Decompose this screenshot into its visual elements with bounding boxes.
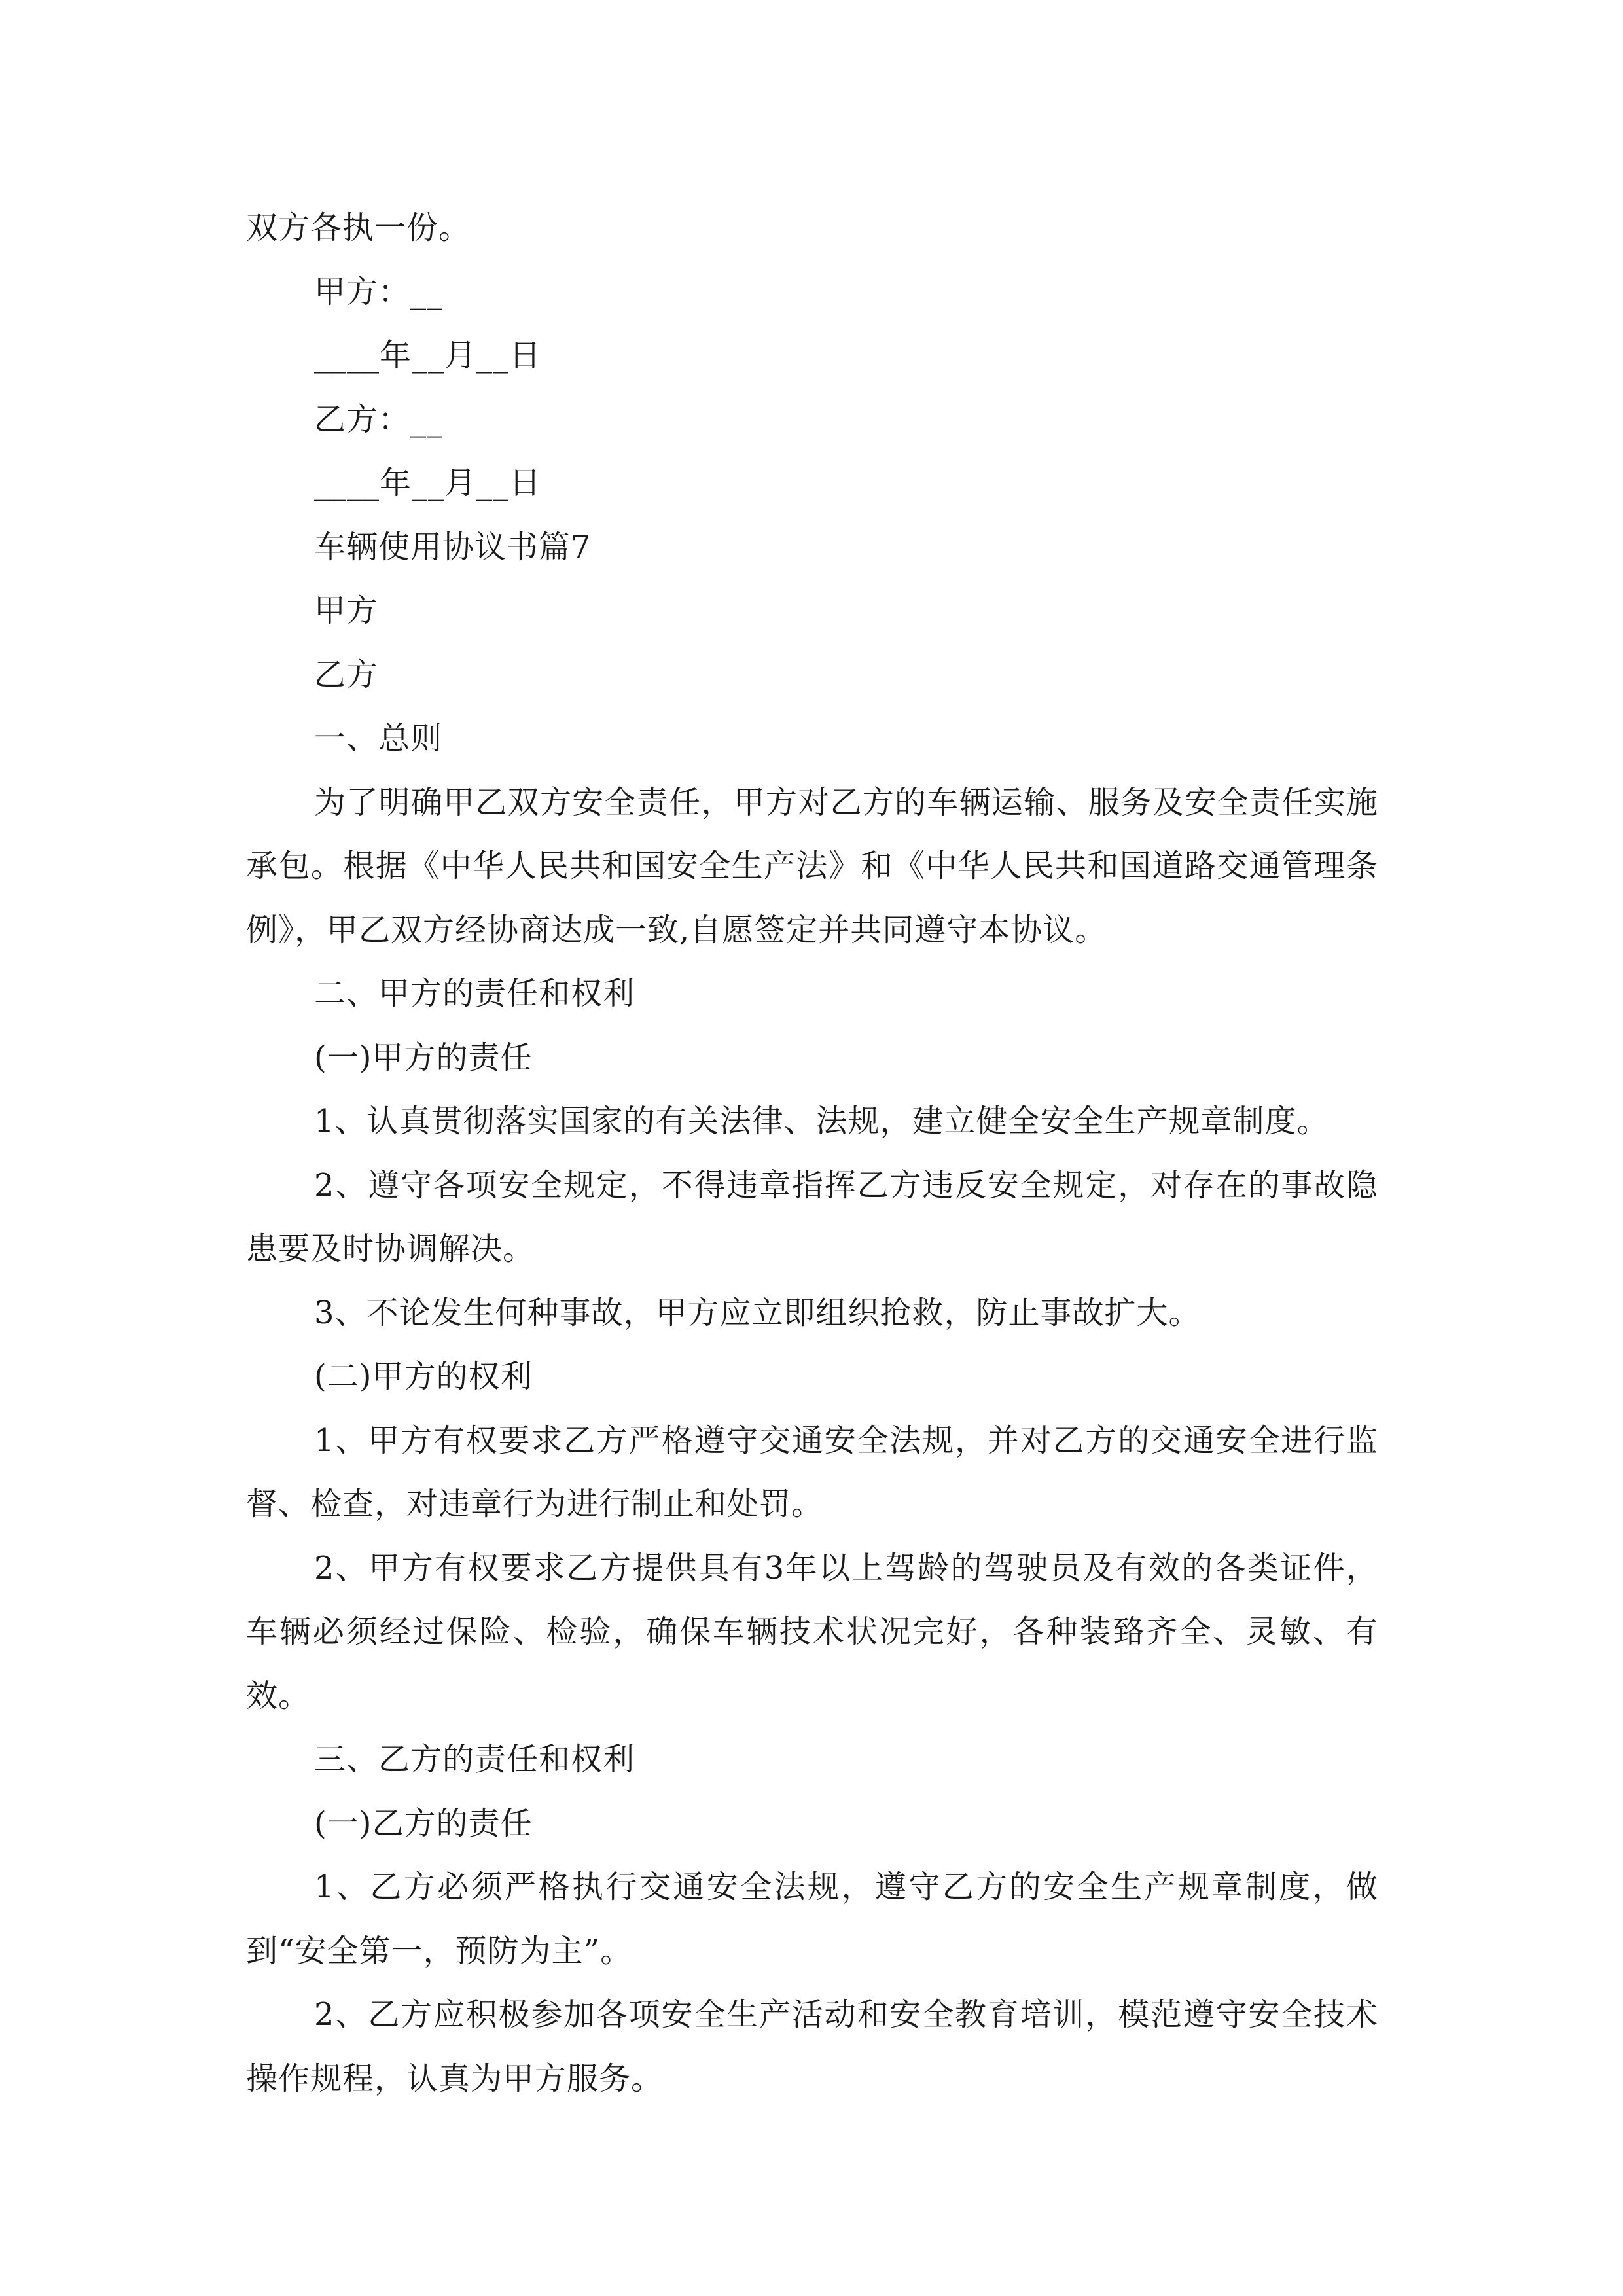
party-a-date: ____年__月__日 [314, 337, 542, 374]
subheading-party-a-rights: (二)甲方的权利 [314, 1358, 533, 1395]
paragraph-closing: 双方各执一份。 [246, 209, 471, 246]
clause-a-right-1: 1、甲方有权要求乙方严格遵守交通安全法规，并对乙方的交通安全进行监督、检查，对违章行为进行制止和处罚。 [246, 1422, 1378, 1522]
subheading-party-a-duties: (一)甲方的责任 [314, 1039, 533, 1076]
section-title: 车辆使用协议书篇7 [314, 528, 592, 565]
party-b-date: ____年__月__日 [314, 465, 542, 501]
party-b-label: 乙方 [314, 656, 379, 693]
clause-b-duty-1: 1、乙方必须严格执行交通安全法规，遵守乙方的安全生产规章制度，做到“安全第一，预防为主”。 [246, 1869, 1378, 1969]
heading-party-b: 三、乙方的责任和权利 [314, 1741, 635, 1778]
paragraph-purpose: 为了明确甲乙双方安全责任，甲方对乙方的车辆运输、服务及安全责任实施承包。根据《中华人民共和国安全生产法》和《中华人民共和国道路交通管理条例》，甲乙双方经协商达成一致,自愿签定并共同遵守本协议。 [246, 783, 1378, 948]
heading-general: 一、总则 [314, 720, 443, 757]
party-a-signature: 甲方：__ [314, 273, 444, 310]
clause-a-duty-2: 2、遵守各项安全规定，不得违章指挥乙方违反安全规定，对存在的事故隐患要及时协调解决。 [246, 1166, 1378, 1267]
clause-a-right-2: 2、甲方有权要求乙方提供具有3年以上驾龄的驾驶员及有效的各类证件，车辆必须经过保险、检验，确保车辆技术状况完好，各种装臵齐全、灵敏、有效。 [246, 1549, 1378, 1714]
clause-b-duty-2: 2、乙方应积极参加各项安全生产活动和安全教育培训，模范遵守安全技术操作规程，认真为甲方服务。 [246, 1996, 1378, 2097]
clause-a-duty-1: 1、认真贯彻落实国家的有关法律、法规，建立健全安全生产规章制度。 [314, 1103, 1329, 1139]
clause-a-duty-3: 3、不论发生何种事故，甲方应立即组织抢救，防止事故扩大。 [314, 1294, 1201, 1331]
party-a-label: 甲方 [314, 592, 379, 629]
subheading-party-b-duties: (一)乙方的责任 [314, 1804, 533, 1842]
document-body [246, 196, 1378, 2111]
heading-party-a: 二、甲方的责任和权利 [314, 975, 635, 1012]
party-b-signature: 乙方：__ [314, 401, 444, 438]
